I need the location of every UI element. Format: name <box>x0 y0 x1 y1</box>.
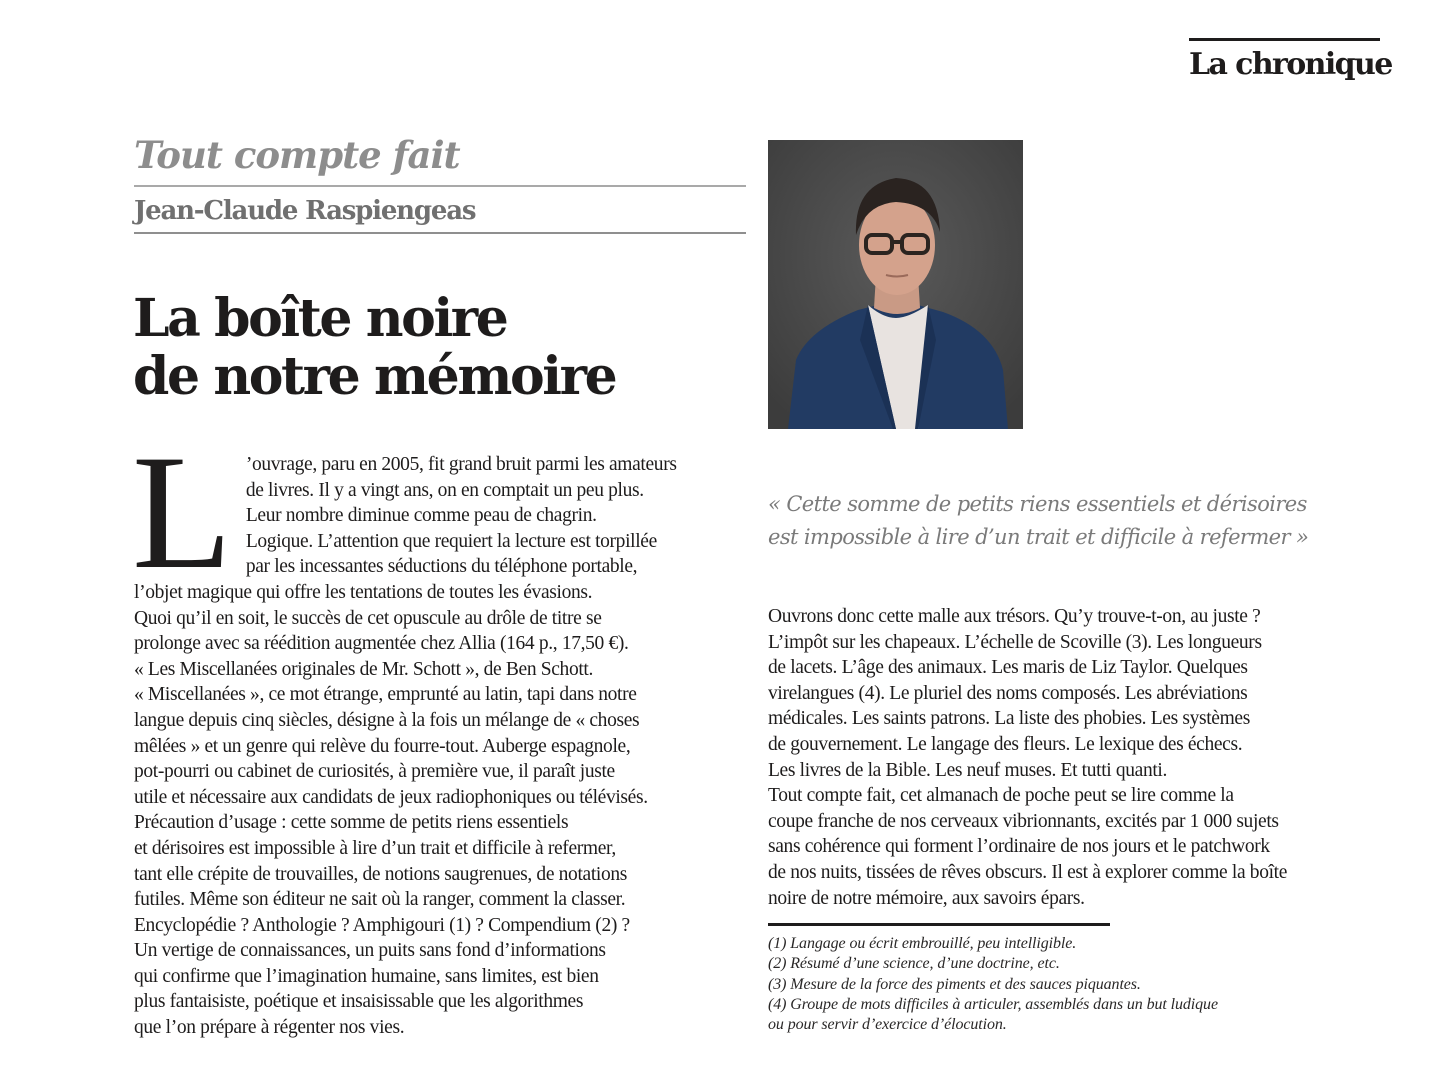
body-line: de nos nuits, tissées de rêves obscurs. Il est à explorer comme la boîte <box>768 861 1288 883</box>
body-line: Quoi qu’il en soit, le succès de cet opuscule au drôle de titre se <box>134 607 602 629</box>
body-line: pot-pourri ou cabinet de curiosités, à première vue, il paraît juste <box>134 761 615 783</box>
pull-quote-line-1: « Cette somme de petits riens essentiels et dérisoires <box>768 492 1307 516</box>
body-line: Ouvrons donc cette malle aux trésors. Qu’y trouve-t-on, au juste ? <box>768 606 1261 627</box>
footnote-item: (4) Groupe de mots difficiles à articuler, assemblés dans un but ludique <box>768 995 1218 1013</box>
body-line: par les incessantes séductions du téléphone portable, <box>245 556 638 578</box>
portrait-illustration <box>768 140 1023 429</box>
body-line: Encyclopédie ? Anthologie ? Amphigouri (1) ? Compendium (2) ? <box>134 914 630 936</box>
body-line: utile et nécessaire aux candidats de jeux radiophoniques ou télévisés. <box>134 786 648 808</box>
body-line: de livres. Il y a vingt ans, on en comptait un peu plus. <box>245 479 644 501</box>
footnote-item: (1) Langage ou écrit embrouillé, peu intelligible. <box>768 935 1077 952</box>
body-line: coupe franche de nos cerveaux vibrionnants, excités par 1 000 sujets <box>768 810 1279 832</box>
body-line: Leur nombre diminue comme peau de chagrin. <box>245 505 597 527</box>
footnote-item: ou pour servir d’exercice d’élocution. <box>768 1016 1007 1034</box>
body-line: « Les Miscellanées originales de Mr. Schott », de Ben Schott. <box>134 658 594 680</box>
rubric-title: La chronique <box>1189 47 1392 82</box>
body-line: l’objet magique qui offre les tentations de toutes les évasions. <box>134 581 593 603</box>
body-line: et dérisoires est impossible à lire d’un trait et difficile à refermer, <box>134 837 616 859</box>
body-line: tant elle crépite de trouvailles, de notions saugrenues, de notations <box>134 863 627 885</box>
body-line: médicales. Les saints patrons. La liste des phobies. Les systèmes <box>768 708 1250 730</box>
pull-quote-line-2: est impossible à lire d’un trait et difficile à refermer » <box>768 525 1309 549</box>
body-line: sans cohérence qui forment l’ordinaire de nos jours et le patchwork <box>768 836 1270 858</box>
body-line: mêlées » et un genre qui relève du fourre-tout. Auberge espagnole, <box>134 735 631 757</box>
body-line: futiles. Même son éditeur ne sait où la ranger, comment la classer. <box>134 889 626 911</box>
headline-line-1: La boîte noire <box>133 288 507 349</box>
body-line: de lacets. L’âge des animaux. Les maris de Liz Taylor. Quelques <box>768 657 1248 679</box>
footnote-item: (3) Mesure de la force des piments et des sauces piquantes. <box>768 975 1141 993</box>
column-kicker: Tout compte fait <box>134 133 460 177</box>
body-line: Un vertige de connaissances, un puits sans fond d’informations <box>134 940 606 962</box>
header-divider-top <box>134 185 746 187</box>
article-body-right <box>768 604 1383 911</box>
body-line: prolonge avec sa réédition augmentée chez Allia (164 p., 17,50 €). <box>134 633 629 655</box>
body-line: Les livres de la Bible. Les neuf muses. Et tutti quanti. <box>768 759 1168 781</box>
body-line: langue depuis cinq siècles, désigne à la fois un mélange de « choses <box>134 709 640 731</box>
body-line: plus fantaisiste, poétique et insaisissable que les algorithmes <box>134 991 584 1013</box>
footnote-divider <box>768 923 1110 926</box>
body-line: virelangues (4). Le pluriel des noms composés. Les abréviations <box>768 682 1248 704</box>
article-body-left <box>132 422 749 1041</box>
body-line: Précaution d’usage : cette somme de petits riens essentiels <box>134 812 569 834</box>
body-line: de gouvernement. Le langage des fleurs. Le lexique des échecs. <box>768 733 1243 755</box>
body-line: noire de notre mémoire, aux savoirs épars. <box>768 887 1085 909</box>
body-line: L’impôt sur les chapeaux. L’échelle de Scoville (3). Les longueurs <box>768 631 1262 653</box>
drop-cap: L <box>132 422 232 603</box>
body-line: « Miscellanées », ce mot étrange, emprunté au latin, tapi dans notre <box>134 684 637 706</box>
rubric-rule <box>1189 38 1380 41</box>
body-line: Tout compte fait, cet almanach de poche peut se lire comme la <box>768 785 1234 807</box>
section-rubric <box>1189 38 1392 83</box>
footnotes <box>768 934 1368 1035</box>
body-line: qui confirme que l’imagination humaine, sans limites, est bien <box>134 965 599 987</box>
body-line: que l’on prépare à régenter nos vies. <box>134 1017 405 1039</box>
pull-quote <box>768 488 1368 554</box>
body-line: Logique. L’attention que requiert la lecture est torpillée <box>245 530 657 552</box>
article-headline <box>133 290 615 406</box>
headline-line-2: de notre mémoire <box>133 346 616 407</box>
footnote-item: (2) Résumé d’une science, d’une doctrine, etc. <box>768 955 1060 973</box>
author-photo <box>768 140 1023 429</box>
header-divider-bottom <box>134 232 746 234</box>
author-byline: Jean-Claude Raspiengeas <box>134 196 476 226</box>
body-line: ’ouvrage, paru en 2005, fit grand bruit parmi les amateurs <box>245 454 677 475</box>
